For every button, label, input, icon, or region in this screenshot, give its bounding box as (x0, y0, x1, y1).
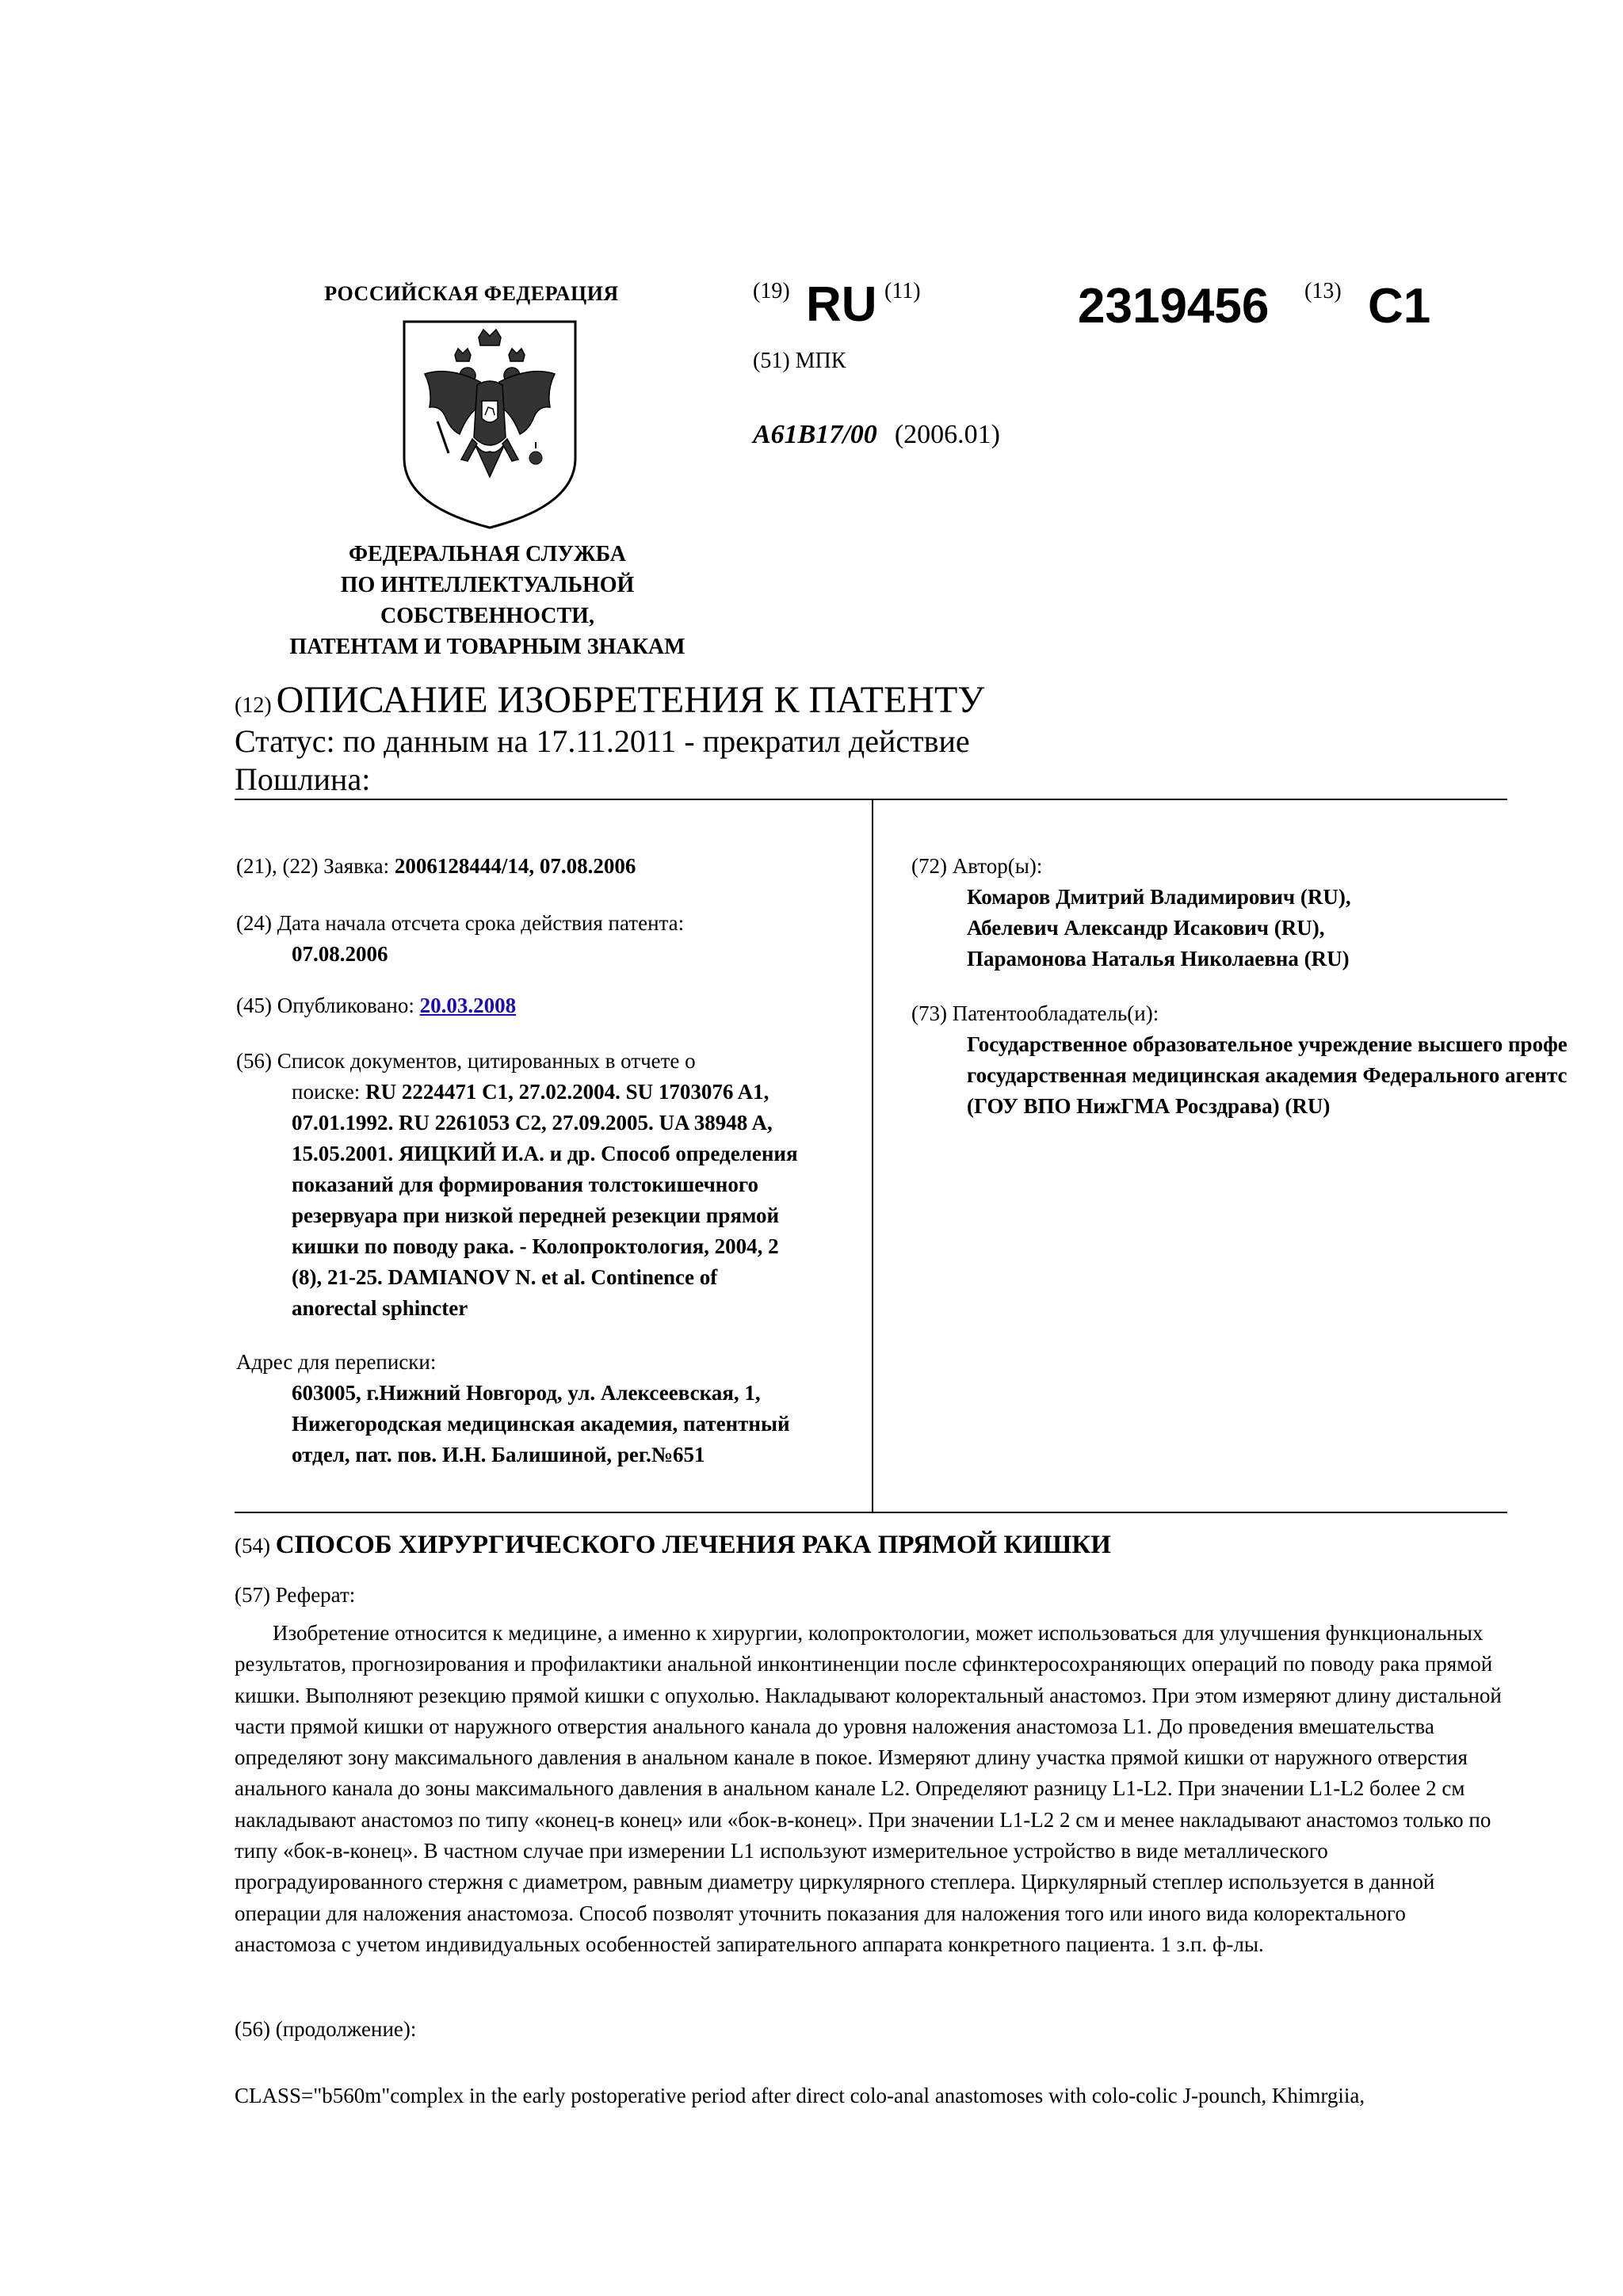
holder-line: (ГОУ ВПО НижГМА Росздрава) (RU) (967, 1094, 1331, 1118)
agency-line: ПО ИНТЕЛЛЕКТУАЛЬНОЙ (340, 573, 635, 597)
inid-code-19: (19) (753, 279, 790, 303)
authors-label: (72) Автор(ы): (911, 854, 1043, 878)
application-field (236, 851, 862, 882)
cited-line (236, 1077, 862, 1108)
title-inid: (12) (235, 693, 272, 718)
continuation-text: CLASS="b560m"complex in the early postoperative period after direct colo-anal anastomoses with colo-colic J-pounch, Khimrgiia, (235, 2084, 1365, 2107)
column-divider (872, 800, 873, 1513)
cited-search-prefix: поиске: (292, 1080, 366, 1104)
cited-line: резервуара при низкой передней резекции прямой (292, 1203, 780, 1227)
ipc-label: (51) МПК (753, 349, 846, 373)
fee-line: Пошлина: (235, 761, 371, 797)
continuation-label: (56) (продолжение): (235, 2017, 417, 2041)
published-label: (45) Опубликовано: (236, 994, 420, 1017)
term-field (236, 908, 862, 970)
inid-code-11: (11) (884, 279, 921, 303)
patent-holder-field (911, 998, 1623, 1122)
patent-number: 2319456 (1078, 279, 1270, 334)
application-value: 2006128444/14, 07.08.2006 (394, 854, 636, 878)
cited-line: (8), 21-25. DAMIANOV N. et al. Continence of (292, 1265, 718, 1289)
invention-title-text: СПОСОБ ХИРУРГИЧЕСКОГО ЛЕЧЕНИЯ РАКА ПРЯМОЙ КИШКИ (275, 1531, 1111, 1559)
ipc-version: (2006.01) (894, 420, 1000, 449)
author-name: Абелевич Александр Исакович (RU), (967, 916, 1325, 940)
cited-line: 15.05.2001. ЯИЦКИЙ И.А. и др. Способ определения (292, 1142, 798, 1165)
status-line: Статус: по данным на 17.11.2011 - прекратил действие (235, 723, 970, 759)
abstract-text: Изобретение относится к медицине, а именно к хирургии, колопроктологии, может использоваться для улучшения функциональных результатов, прогнозирования и профилактики анальной инконтиненции после сфинктеросохраняющих операций по поводу рака прямой кишки. Выполняют резекцию прямой кишки с опухолью. Накладывают колоректальный анастомоз. При этом измеряют длину дистальной части прямой кишки от наружного отверстия анального канала до уровня наложения анастомоза L1. До проведения вмешательства определяют зону максимального давления в анальном канале в покое. Измеряют длину участка прямой кишки от наружного отверстия анального канала до зоны максимального давления в анальном канале L2. Определяют разницу L1-L2. При значении L1-L2 более 2 см накладывают анастомоз по типу «конец-в конец» или «бок-в-конец». При значении L1-L2 2 см и менее накладывают анастомоз только по типу «бок-в-конец». В частном случае при измерении L1 используют измерительное устройство в виде металлического проградуированного стержня с диаметром, равным диаметру циркулярного степлера. Циркулярный степлер используется в данной операции для наложения анастомоза. Способ позволят уточнить показания для наложения того или иного вида колоректального анастомоза с учетом индивидуальных особенностей запирательного аппарата конкретного пациента. 1 з.п. ф-лы. (235, 1621, 1502, 1956)
cited-line: кишки по поводу рака. - Колопроктология, 2004, 2 (292, 1234, 779, 1258)
cited-label: (56) Список документов, цитированных в отчете о (236, 1049, 696, 1073)
invention-title (235, 1529, 1111, 1562)
author-name: Парамонова Наталья Николаевна (RU) (967, 947, 1350, 971)
authors-field (911, 851, 1623, 974)
address-line: 603005, г.Нижний Новгород, ул. Алексеевская, 1, (292, 1381, 761, 1405)
address-field (236, 1347, 862, 1470)
top-divider (235, 799, 1507, 800)
kind-code: C1 (1368, 279, 1431, 334)
bottom-divider (235, 1512, 1507, 1513)
term-label: (24) Дата начала отсчета срока действия патента: (236, 911, 685, 935)
cited-line: 07.01.1992. RU 2261053 C2, 27.09.2005. UA 38948 A, (292, 1111, 773, 1135)
address-line: Нижегородская медицинская академия, патентный (292, 1412, 790, 1436)
holder-line: Государственное образовательное учреждение высшего профе (967, 1032, 1568, 1056)
agency-name (262, 539, 713, 662)
application-label: (21), (22) Заявка: (236, 854, 395, 878)
invention-title-inid: (54) (235, 1534, 276, 1558)
ipc-code: A61B17/00 (753, 420, 877, 449)
country-code: RU (806, 277, 877, 332)
published-date-link[interactable]: 20.03.2008 (419, 994, 517, 1017)
country-name: РОССИЙСКАЯ ФЕДЕРАЦИЯ (324, 282, 619, 305)
cited-line: показаний для формирования толстокишечного (292, 1173, 758, 1196)
published-field (236, 990, 862, 1021)
agency-line: ПАТЕНТАМ И ТОВАРНЫМ ЗНАКАМ (289, 635, 685, 659)
title-text: ОПИСАНИЕ ИЗОБРЕТЕНИЯ К ПАТЕНТУ (276, 679, 985, 721)
term-value: 07.08.2006 (292, 942, 388, 966)
author-name: Комаров Дмитрий Владимирович (RU), (967, 885, 1351, 909)
document-title (235, 678, 984, 728)
cited-documents-field (236, 1046, 862, 1324)
cited-text: RU 2224471 C1, 27.02.2004. SU 1703076 A1, (365, 1080, 769, 1104)
inid-code-13: (13) (1304, 279, 1342, 303)
ipc-classification (753, 420, 1000, 450)
cited-line: anorectal sphincter (292, 1296, 468, 1320)
coat-of-arms-emblem (401, 318, 579, 531)
agency-line: ФЕДЕРАЛЬНАЯ СЛУЖБА (349, 542, 626, 566)
address-label: Адрес для переписки: (236, 1350, 437, 1374)
holder-label: (73) Патентообладатель(и): (911, 1001, 1159, 1025)
agency-line: СОБСТВЕННОСТИ, (380, 604, 594, 628)
holder-line: государственная медицинская академия Федерального агентс (967, 1063, 1568, 1087)
address-line: отдел, пат. пов. И.Н. Балишиной, рег.№651 (292, 1443, 705, 1466)
abstract-label: (57) Реферат: (235, 1583, 356, 1607)
